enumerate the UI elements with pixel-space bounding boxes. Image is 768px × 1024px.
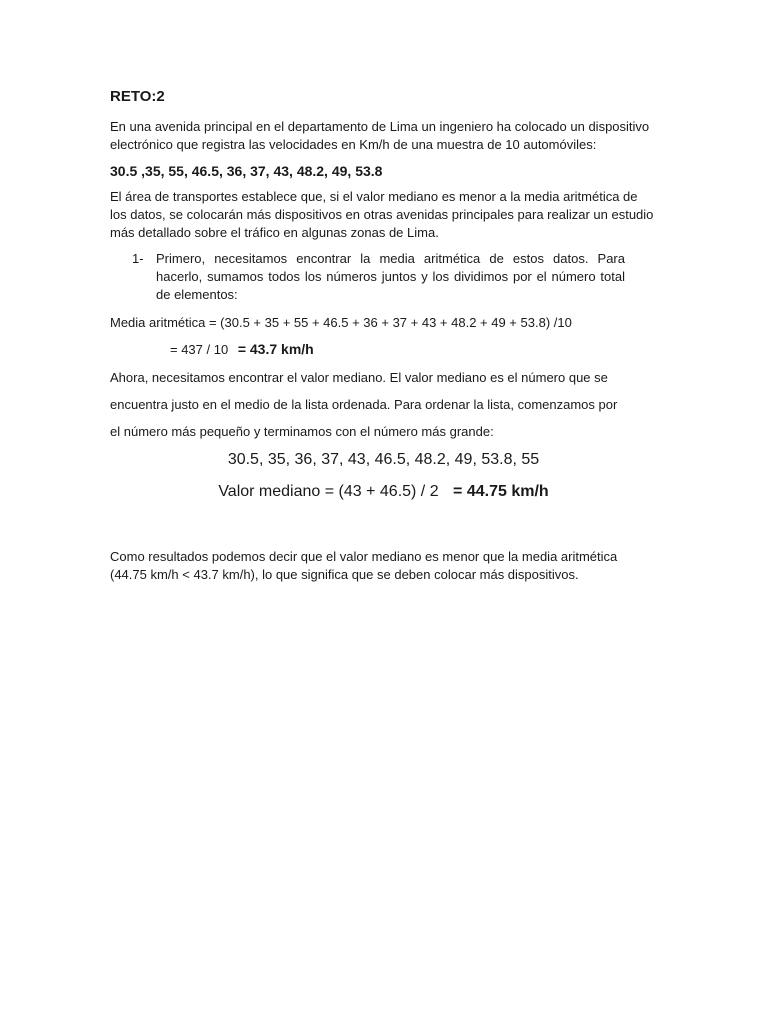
list-item-text: Primero, necesitamos encontrar la media aritmética de estos datos. Para hacerlo, sumamos todos los números juntos y los dividimos por el número total de elementos: [156,251,625,302]
document-title: RETO:2 [110,88,165,105]
median-intro-line-3: el número más pequeño y terminamos con el número más grande: [110,424,494,439]
median-intro-line-2: encuentra justo en el medio de la lista ordenada. Para ordenar la lista, comenzamos por [110,397,618,412]
median-line [112,482,655,502]
data-values-line: 30.5 ,35, 55, 46.5, 36, 37, 43, 48.2, 49, 53.8 [110,163,383,179]
mean-formula: Media aritmética = (30.5 + 35 + 55 + 46.5 + 36 + 37 + 43 + 48.2 + 49 + 53.8) /10 [110,315,572,330]
mean-result: = 43.7 km/h [237,341,314,357]
median-formula: Valor mediano = (43 + 46.5) / 2 [218,483,439,500]
conclusion-paragraph: Como resultados podemos decir que el valor mediano es menor que la media aritmética (44.75 km/h < 43.7 km/h), lo que significa que se deben colocar más dispositivos. [110,549,618,582]
sorted-values-line: 30.5, 35, 36, 37, 43, 46.5, 48.2, 49, 53.8, 55 [227,451,540,468]
list-item-step1 [132,250,655,304]
mean-result-line [170,340,655,359]
median-result: = 44.75 km/h [453,483,549,500]
intro-paragraph: En una avenida principal en el departamento de Lima un ingeniero ha colocado un dispositivo electrónico que registra las velocidades en Km/h de una muestra de 10 automóviles: [110,119,650,152]
mean-partial: = 437 / 10 [170,342,229,357]
context-paragraph: El área de transportes establece que, si el valor mediano es menor a la media aritmética de los datos, se colocarán más dispositivos en otras avenidas principales para realizar un estudio más detallado sobre el tráfico en algunas zonas de Lima. [110,189,654,240]
list-number: 1- [132,251,144,266]
median-intro-line-1: Ahora, necesitamos encontrar el valor mediano. El valor mediano es el número que se [110,370,608,385]
document-body [110,88,655,584]
